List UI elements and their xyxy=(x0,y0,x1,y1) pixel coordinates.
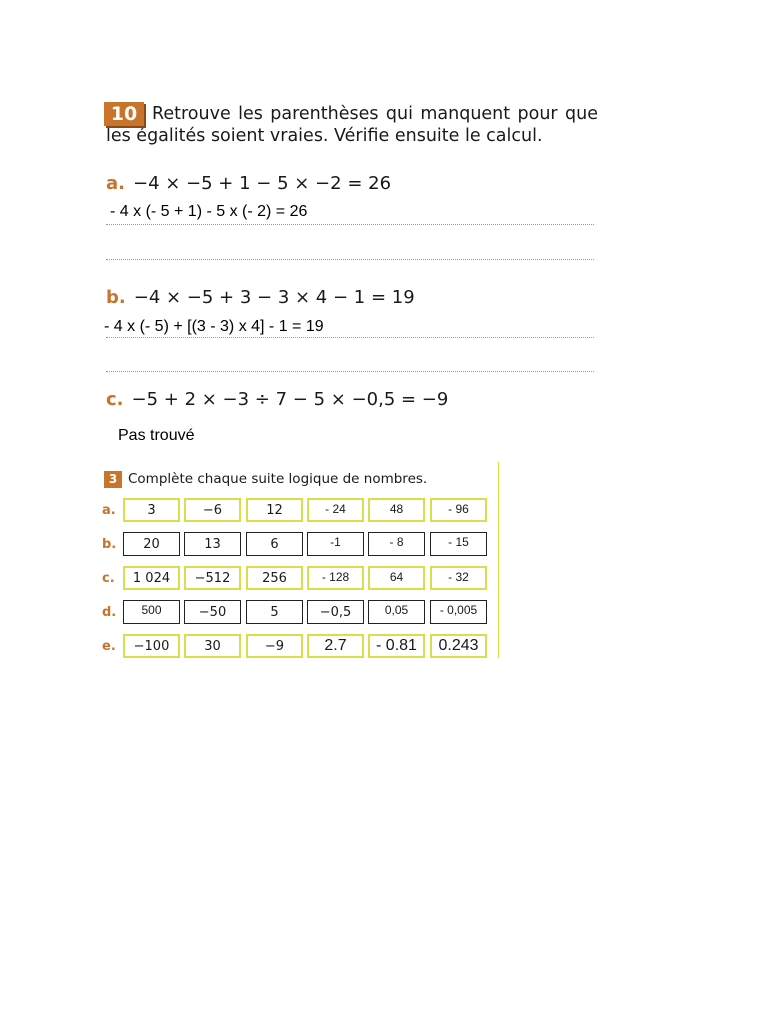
sequence-cell: −512 xyxy=(184,566,241,590)
sequence-cell: - 32 xyxy=(430,566,487,590)
equation-c xyxy=(106,388,448,412)
sequence-cell: −0,5 xyxy=(307,600,364,624)
sequence-cell: −9 xyxy=(246,634,303,658)
sequence-cell: 3 xyxy=(123,498,180,522)
sequence-cell: - 128 xyxy=(307,566,364,590)
sequence-cell: 20 xyxy=(123,532,180,556)
equation-c-label: c. xyxy=(106,389,124,410)
sequence-cell: 1 024 xyxy=(123,566,180,590)
answer-c: Pas trouvé xyxy=(118,427,195,444)
sequence-cell: - 0.81 xyxy=(368,634,425,658)
sequence-cell: 6 xyxy=(246,532,303,556)
equation-a-label: a. xyxy=(106,173,125,194)
sequence-cell: 30 xyxy=(184,634,241,658)
exercise-10-instruction: Retrouve les parenthèses qui manquent pour que les égalités soient vraies. Vérifie ensuite le calcul. xyxy=(106,104,598,146)
sequence-cell: −50 xyxy=(184,600,241,624)
exercise-10-number-badge: 10 xyxy=(104,102,144,126)
equation-a-text: −4 × −5 + 1 − 5 × −2 = 26 xyxy=(132,173,392,194)
equation-c-text: −5 + 2 × −3 ÷ 7 − 5 × −0,5 = −9 xyxy=(131,389,449,410)
sequence-cell: 12 xyxy=(246,498,303,522)
equation-a xyxy=(106,172,391,196)
answer-a: - 4 x (- 5 + 1) - 5 x (- 2) = 26 xyxy=(110,203,308,220)
sequence-cell: - 24 xyxy=(307,498,364,522)
answer-line xyxy=(106,224,594,225)
sequence-cell: −100 xyxy=(123,634,180,658)
sequence-cell: 0,05 xyxy=(368,600,425,624)
equation-b-text: −4 × −5 + 3 − 3 × 4 − 1 = 19 xyxy=(133,287,415,308)
equation-b-label: b. xyxy=(106,287,126,308)
equation-b xyxy=(106,286,415,310)
sequence-cell: 13 xyxy=(184,532,241,556)
sequence-cell: 2.7 xyxy=(307,634,364,658)
sequence-cell: −6 xyxy=(184,498,241,522)
sequence-cell: -1 xyxy=(307,532,364,556)
margin-rule xyxy=(498,462,499,658)
exercise-3-instruction: Complète chaque suite logique de nombres. xyxy=(128,471,428,487)
sequence-row-label: c. xyxy=(102,571,115,586)
sequence-cell: 64 xyxy=(368,566,425,590)
sequence-cell: 48 xyxy=(368,498,425,522)
answer-line xyxy=(106,337,594,338)
sequence-row-label: e. xyxy=(102,639,116,654)
sequence-cell: - 15 xyxy=(430,532,487,556)
answer-line xyxy=(106,371,594,372)
sequence-cell: - 96 xyxy=(430,498,487,522)
sequence-cell: 256 xyxy=(246,566,303,590)
sequence-row-label: a. xyxy=(102,503,116,518)
answer-b: - 4 x (- 5) + [(3 - 3) x 4] - 1 = 19 xyxy=(104,318,324,335)
sequence-cell: 0.243 xyxy=(430,634,487,658)
exercise-3-number-badge: 3 xyxy=(104,471,122,488)
sequence-row-label: b. xyxy=(102,537,117,552)
sequence-row-label: d. xyxy=(102,605,117,620)
sequence-cell: 500 xyxy=(123,600,180,624)
answer-line xyxy=(106,259,594,260)
sequence-cell: - 0,005 xyxy=(430,600,487,624)
sequence-cell: 5 xyxy=(246,600,303,624)
sequence-cell: - 8 xyxy=(368,532,425,556)
